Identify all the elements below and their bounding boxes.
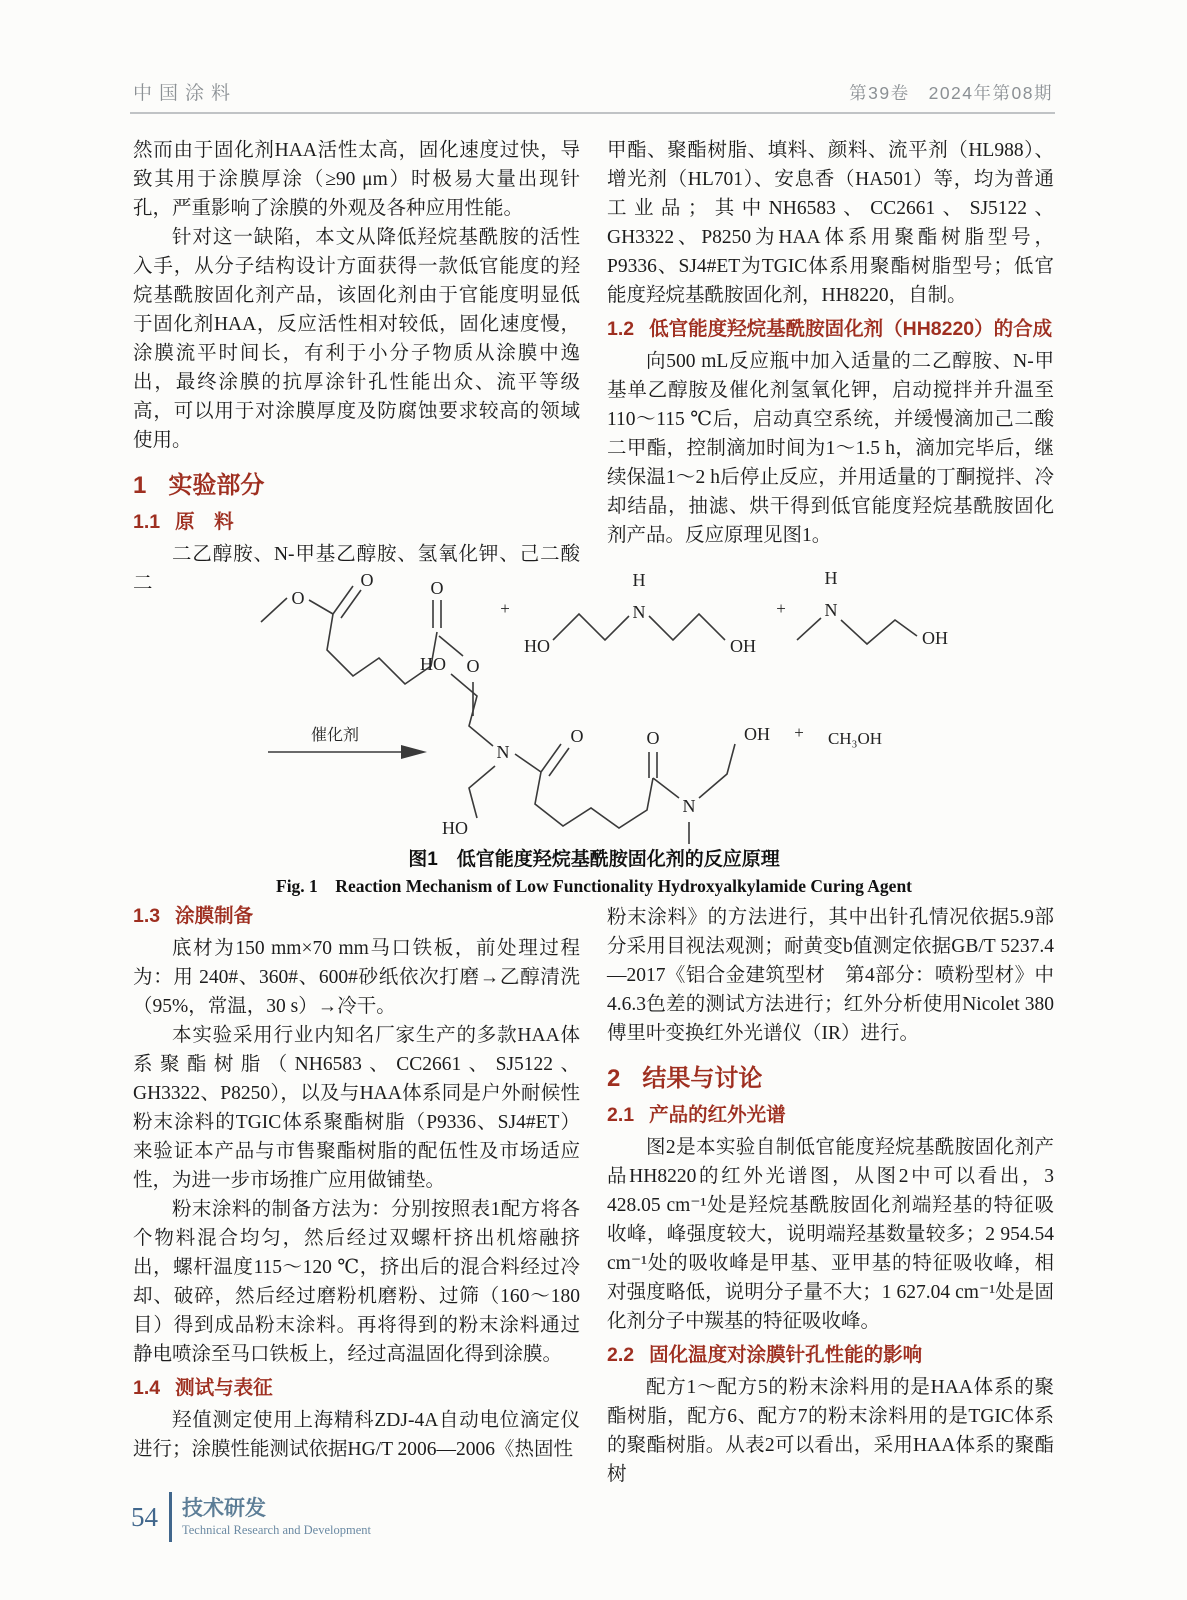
plus-sign: + bbox=[794, 723, 804, 742]
paragraph: 针对这一缺陷，本文从降低羟烷基酰胺的活性入手，从分子结构设计方面获得一款低官能度的羟烷基酰胺固化剂产品，该固化剂由于官能度明显低于固化剂HAA，反应活性相对较低，固化速度慢，涂膜流平时间长，有利于小分子物质从涂膜中逸出，最终涂膜的抗厚涂针孔性能出众、流平等级高，可以用于对涂膜厚度及防腐蚀要求较高的领域使用。 bbox=[133, 227, 580, 451]
paragraph: 本实验采用行业内知名厂家生产的多款HAA体系聚酯树脂（NH6583、CC2661、SJ5122、GH3322、P8250），以及与HAA体系同是户外耐候性粉末涂料的TGIC体系聚酯树脂（P9336、SJ4#ET）来验证本产品与市售聚酯树脂的配伍性及市场适应性，为进一步市场推广应用做铺垫。 bbox=[133, 1025, 580, 1191]
section-number: 2.1 bbox=[607, 1104, 635, 1126]
section-number: 1.2 bbox=[607, 318, 635, 340]
bond bbox=[451, 674, 735, 844]
catalyst-label: 催化剂 bbox=[310, 727, 360, 744]
paragraph: 向500 mL反应瓶中加入适量的二乙醇胺、N-甲基单乙醇胺及催化剂氢氧化钾，启动搅拌并升温至110～115 ℃后，启动真空系统，并缓慢滴加己二酸二甲酯，控制滴加时间为1～1.5 h，滴加完毕后，继续保温1～2 h后停止反应，并用适量的丁酮搅拌、冷却结晶，抽滤、烘干得到低官能度羟烷基酰胺固化剂产品。反应原理见图1。 bbox=[607, 351, 1054, 546]
footer-divider bbox=[169, 1492, 172, 1542]
reaction-scheme-figure bbox=[133, 540, 1055, 846]
figure-caption-cn: 图1 低官能度羟烷基酰胺固化剂的反应原理 bbox=[408, 849, 780, 870]
section-title: 涂膜制备 bbox=[175, 905, 254, 927]
issue-info: 第39卷 2024年第08期 bbox=[849, 83, 1053, 103]
atom-label-o: O bbox=[570, 726, 584, 746]
footer-section-en: Technical Research and Development bbox=[182, 1522, 371, 1537]
section-heading-1 bbox=[133, 470, 580, 502]
paragraph: 粉末涂料》的方法进行，其中出针孔情况依据5.9部分采用目视法观测；耐黄变b值测定依据GB/T 5237.4—2017《铝合金建筑型材 第4部分：喷粉型材》中4.6.3色差的测试方法进行；红外分析使用Nicolet 380傅里叶变换红外光谱仪（IR）进行。 bbox=[607, 907, 1054, 1044]
bond bbox=[797, 618, 917, 644]
figure-caption-en: Fig. 1 Reaction Mechanism of Low Functionality Hydroxyalkylamide Curing Agent bbox=[276, 876, 912, 896]
left-column-bottom bbox=[133, 903, 580, 1464]
figure-1 bbox=[133, 540, 1055, 900]
atom-label-o: O bbox=[360, 570, 374, 590]
section-number: 1.1 bbox=[133, 511, 161, 533]
paragraph: 底材为150 mm×70 mm马口铁板，前处理过程为：用 240#、360#、600#砂纸依次打磨→乙醇清洗（95%，常温，30 s）→冷干。 bbox=[133, 938, 580, 1017]
section-title: 低官能度羟烷基酰胺固化剂（HH8220）的合成 bbox=[649, 318, 1053, 340]
atom-label-o: O bbox=[430, 578, 444, 598]
paragraph: 羟值测定使用上海精科ZDJ-4A自动电位滴定仪进行；涂膜性能测试依据HG/T 2006—2006《热固性 bbox=[133, 1410, 580, 1460]
left-column-top bbox=[133, 136, 580, 598]
atom-label-n: N bbox=[496, 742, 510, 762]
page-footer bbox=[131, 1492, 371, 1542]
section-title: 原 料 bbox=[175, 511, 234, 533]
page-number: 54 bbox=[131, 1501, 158, 1532]
section-number: 1.4 bbox=[133, 1377, 161, 1399]
section-title: 产品的红外光谱 bbox=[649, 1104, 786, 1126]
paragraph: 二乙醇胺、N-甲基乙醇胺、氢氧化钾、己二酸二 bbox=[133, 544, 580, 594]
plus-sign: + bbox=[776, 599, 786, 618]
journal-name: 中国涂料 bbox=[133, 83, 238, 104]
section-title: 固化温度对涂膜针孔性能的影响 bbox=[649, 1344, 923, 1366]
section-number: 2 bbox=[607, 1065, 621, 1092]
section-title: 结果与讨论 bbox=[642, 1065, 763, 1092]
section-number: 1.3 bbox=[133, 905, 161, 927]
atom-label-oh: OH bbox=[744, 724, 770, 744]
header-rule bbox=[130, 112, 1055, 114]
section-heading-1-2 bbox=[607, 316, 1054, 343]
section-heading-1-1 bbox=[133, 509, 580, 536]
footer-section bbox=[182, 1496, 371, 1539]
atom-label-oh: OH bbox=[922, 628, 948, 648]
section-number: 2.2 bbox=[607, 1344, 635, 1366]
atom-label-n: N bbox=[632, 602, 646, 622]
footer-section-cn: 技术研发 bbox=[182, 1496, 266, 1520]
section-title: 实验部分 bbox=[168, 472, 265, 499]
paragraph: 粉末涂料的制备方法为：分别按照表1配方将各个物料混合均匀，然后经过双螺杆挤出机熔融挤出，螺杆温度115～120 ℃，挤出后的混合料经过冷却、破碎，然后经过磨粉机磨粉、过筛（160～180目）得到成品粉末涂料。再将得到的粉末涂料通过静电喷涂至马口铁板上，经过高温固化得到涂膜。 bbox=[133, 1199, 580, 1365]
right-column-bottom bbox=[607, 903, 1054, 1489]
paragraph: 甲酯、聚酯树脂、填料、颜料、流平剂（HL988）、增光剂（HL701）、安息香（HA501）等，均为普通工业品；其中NH6583、CC2661、SJ5122、GH3322、P8250为HAA体系用聚酯树脂型号，P9336、SJ4#ET为TGIC体系用聚酯树脂型号；低官能度羟烷基酰胺固化剂，HH8220，自制。 bbox=[607, 140, 1054, 306]
atom-label-n: N bbox=[682, 796, 696, 816]
section-heading-2-2 bbox=[607, 1342, 1054, 1369]
atom-label-o: O bbox=[466, 656, 480, 676]
atom-label-o: O bbox=[646, 728, 660, 748]
section-heading-2-1 bbox=[607, 1102, 1054, 1129]
atom-label-ho: HO bbox=[420, 654, 446, 674]
atom-label-oh: OH bbox=[730, 636, 756, 656]
paragraph: 图2是本实验自制低官能度羟烷基酰胺固化剂产品HH8220的红外光谱图，从图2中可以看出，3 428.05 cm⁻¹处是羟烷基酰胺固化剂端羟基的特征吸收峰，峰强度较大，说明端羟基数量较多；2 954.54 cm⁻¹处的吸收峰是甲基、亚甲基的特征吸收峰，相对强度略低，说明分子量不大；1 627.04 cm⁻¹处是固化剂分子中羰基的特征吸收峰。 bbox=[607, 1137, 1054, 1332]
atom-label-ho: HO bbox=[442, 818, 468, 838]
methanol-label: CH₃OH bbox=[827, 729, 883, 748]
section-heading-2 bbox=[607, 1063, 1054, 1095]
section-heading-1-4 bbox=[133, 1375, 580, 1402]
atom-label-h: H bbox=[824, 568, 838, 588]
reaction-arrowhead bbox=[401, 745, 427, 759]
section-title: 测试与表征 bbox=[175, 1377, 273, 1399]
plus-sign: + bbox=[500, 599, 510, 618]
atom-label-ho: HO bbox=[524, 636, 550, 656]
atom-label-n: N bbox=[824, 600, 838, 620]
right-column-top bbox=[607, 136, 1054, 550]
section-number: 1 bbox=[133, 472, 147, 499]
atom-label-h: H bbox=[632, 570, 646, 590]
section-heading-1-3 bbox=[133, 903, 580, 930]
paragraph: 然而由于固化剂HAA活性太高，固化速度过快，导致其用于涂膜厚涂（≥90 μm）时极易大量出现针孔，严重影响了涂膜的外观及各种应用性能。 bbox=[133, 140, 580, 219]
atom-label-o: O bbox=[291, 588, 305, 608]
paragraph: 配方1～配方5的粉末涂料用的是HAA体系的聚酯树脂，配方6、配方7的粉末涂料用的是TGIC体系的聚酯树脂。从表2可以看出，采用HAA体系的聚酯树 bbox=[607, 1377, 1054, 1485]
